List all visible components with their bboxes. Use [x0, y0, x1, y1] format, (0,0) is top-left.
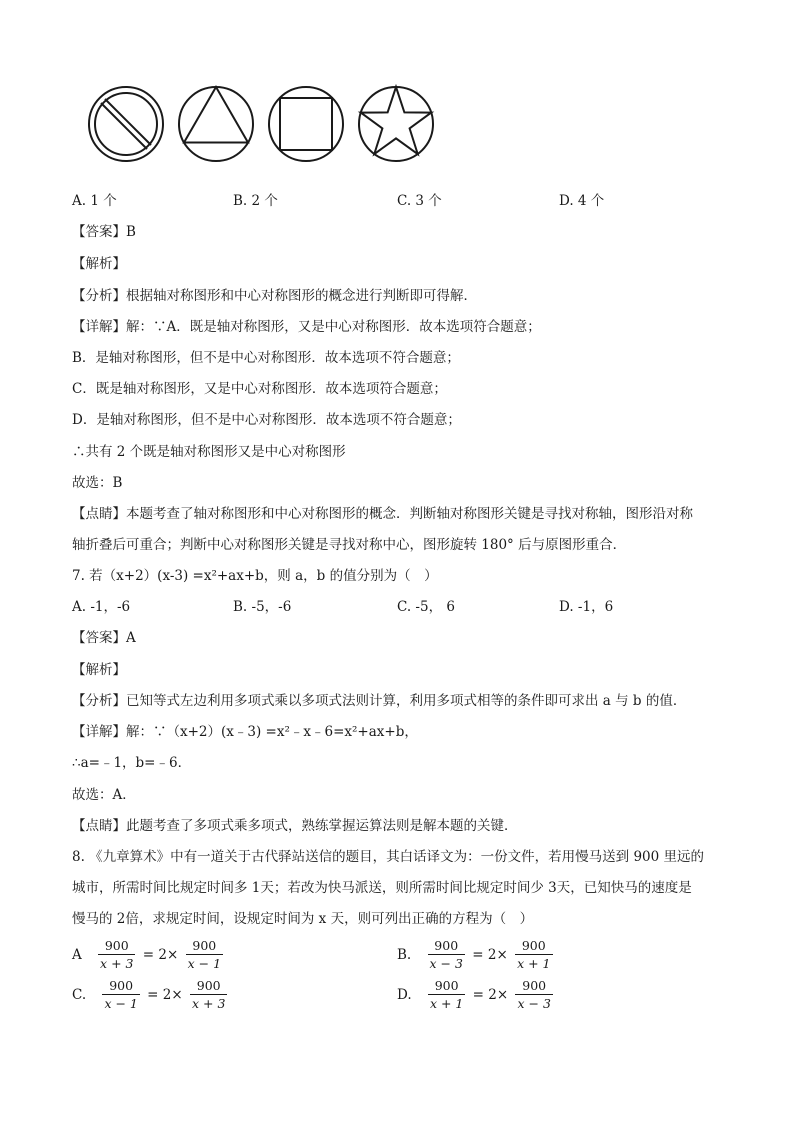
fraction-numerator: 900: [428, 937, 465, 955]
q6-dianjing-line1: 【点睛】本题考查了轴对称图形和中心对称图形的概念．判断轴对称图形关键是寻找对称轴，图形沿对称: [72, 506, 693, 522]
q8-stem-line1: 8. 《九章算术》中有一道关于古代驿站送信的题目，其白话译文为：一份文件，若用慢马送到 900 里远的: [72, 849, 705, 865]
q6-line-b: B．是轴对称图形，但不是中心对称图形．故本选项不符合题意；: [72, 350, 460, 366]
q8-stem-line3: 慢马的 2倍，求规定时间，设规定时间为 x 天，则可列出正确的方程为（ ）: [72, 911, 534, 927]
q6-option-a: A. 1 个: [72, 193, 117, 209]
q6-analysis-head: 【解析】: [72, 256, 126, 272]
q6-xiangjie: 【详解】解：∵A．既是轴对称图形，又是中心对称图形．故本选项符合题意；: [72, 319, 541, 335]
fraction-denominator: x − 1: [187, 956, 222, 971]
q8-option-a-label: A: [72, 946, 82, 963]
q6-choose: 故选：B: [72, 475, 123, 491]
q8-option-d-right-fraction: [515, 977, 552, 1012]
q8-option-a-left-fraction: [98, 937, 135, 972]
q8-option-a: [72, 937, 223, 972]
q7-dianjing: 【点睛】此题考查了多项式乘多项式，熟练掌握运算法则是解本题的关键．: [72, 818, 518, 834]
q8-stem-line2: 城市，所需时间比规定时间多 1天；若改为快马派送，则所需时间比规定时间少 3天，已知快马的速度是: [72, 880, 692, 896]
q8-option-c-operator: = 2×: [147, 986, 183, 1003]
q8-option-c: [72, 977, 227, 1012]
q8-option-d-left-fraction: [428, 977, 465, 1012]
fraction-numerator: 900: [190, 977, 227, 995]
q8-option-a-operator: = 2×: [142, 946, 179, 963]
q8-option-c-left-fraction: [102, 977, 139, 1012]
q6-option-d: D. 4 个: [559, 193, 605, 209]
q7-option-a: A. -1，-6: [72, 599, 131, 615]
q8-option-b-operator: = 2×: [472, 946, 508, 963]
q8-option-d-label: D.: [397, 986, 412, 1003]
q8-option-d-operator: = 2×: [472, 986, 509, 1003]
q6-line-d: D．是轴对称图形，但不是中心对称图形．故本选项不符合题意；: [72, 412, 461, 428]
figure-a-circle-with-bar: [89, 87, 163, 161]
fraction-numerator: 900: [428, 977, 465, 995]
q7-analysis-head: 【解析】: [72, 662, 126, 678]
q8-option-b-right-fraction: [515, 937, 552, 972]
q8-option-b-label: B.: [397, 946, 412, 963]
q6-dianjing-line2: 轴折叠后可重合；判断中心对称图形关键是寻找对称中心，图形旋转 180° 后与原图形重合．: [72, 537, 627, 553]
fraction-denominator: x + 1: [517, 956, 551, 971]
fraction-denominator: x + 3: [191, 996, 226, 1011]
figure-d-circle-with-star: [359, 87, 433, 161]
fraction-denominator: x + 3: [100, 956, 134, 971]
q6-figures: [88, 84, 440, 168]
q7-option-d: D. -1，6: [559, 599, 614, 615]
q6-answer: 【答案】B: [72, 224, 136, 240]
fraction-denominator: x − 1: [104, 996, 138, 1011]
q8-option-c-right-fraction: [190, 977, 227, 1012]
fraction-numerator: 900: [98, 937, 135, 955]
q6-fenxi: 【分析】根据轴对称图形和中心对称图形的概念进行判断即可得解．: [72, 288, 477, 304]
fraction-numerator: 900: [515, 977, 552, 995]
fraction-numerator: 900: [515, 937, 552, 955]
figure-c-circle-with-square: [269, 87, 343, 161]
q7-fenxi: 【分析】已知等式左边利用多项式乘以多项式法则计算，利用多项式相等的条件即可求出 a 与 b 的值．: [72, 693, 687, 709]
q6-option-b: B. 2 个: [233, 193, 278, 209]
q7-xiangjie: 【详解】解：∵（x+2）(x﹣3) =x²﹣x﹣6=x²+ax+b，: [72, 724, 418, 740]
q6-conclusion: ∴共有 2 个既是轴对称图形又是中心对称图形: [72, 444, 346, 460]
q7-choose: 故选：A．: [72, 787, 136, 803]
figure-b-circle-with-triangle: [179, 87, 253, 161]
fraction-numerator: 900: [102, 977, 139, 995]
q8-option-d: [397, 977, 553, 1012]
q7-option-c: C. -5， 6: [397, 599, 455, 615]
fraction-denominator: x + 1: [429, 996, 464, 1011]
q7-result: ∴a=﹣1，b=﹣6．: [72, 755, 192, 771]
q6-option-c: C. 3 个: [397, 193, 442, 209]
q8-option-b-left-fraction: [428, 937, 465, 972]
fraction-numerator: 900: [186, 937, 223, 955]
q7-option-b: B. -5，-6: [233, 599, 292, 615]
q7-answer: 【答案】A: [72, 630, 136, 646]
q8-option-a-right-fraction: [186, 937, 223, 972]
q7-stem: 7. 若（x+2）(x-3) =x²+ax+b，则 a，b 的值分别为（ ）: [72, 568, 438, 584]
q8-option-b: [397, 937, 553, 972]
fraction-denominator: x − 3: [429, 956, 463, 971]
fraction-denominator: x − 3: [517, 996, 551, 1011]
q8-option-c-label: C.: [72, 986, 87, 1003]
q6-line-c: C．既是轴对称图形，又是中心对称图形．故本选项符合题意；: [72, 381, 447, 397]
